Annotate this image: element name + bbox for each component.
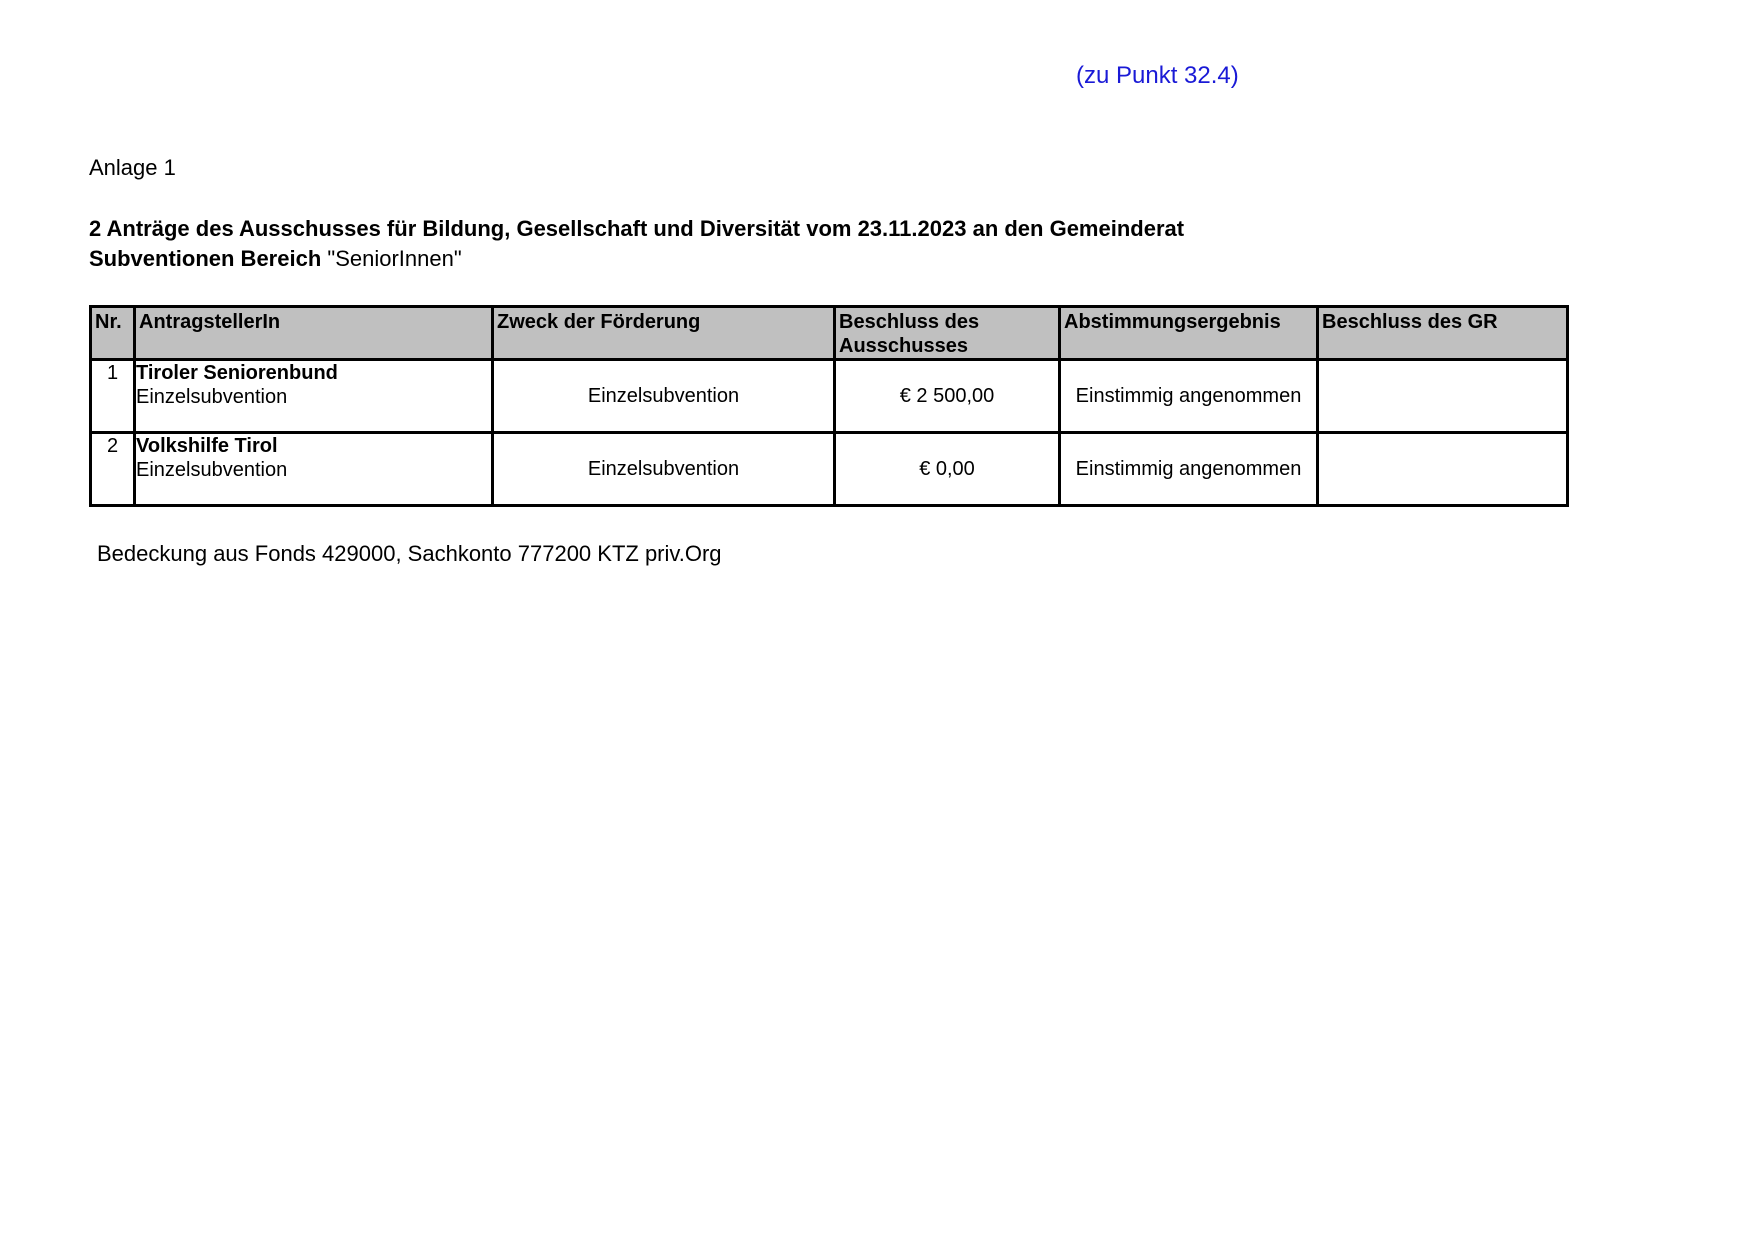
cell-committee-decision: € 2 500,00 [835,360,1060,433]
attachment-label: Anlage 1 [89,155,176,180]
subsidies-table [89,305,1569,507]
applicant-name: Volkshilfe Tirol [136,435,278,457]
cell-purpose: Einzelsubvention [493,433,835,506]
cell-vote-result: Einstimmig angenommen [1060,360,1318,433]
document-subtitle [89,245,462,273]
applicant-type: Einzelsubvention [136,459,288,481]
header-nr: Nr. [91,307,135,360]
header-council-decision: Beschluss des GR [1318,307,1568,360]
cell-applicant [135,360,493,433]
table-header-row [91,307,1568,360]
funding-note: Bedeckung aus Fonds 429000, Sachkonto 777200 KTZ priv.Org [97,541,722,566]
cell-purpose: Einzelsubvention [493,360,835,433]
table-row [91,433,1568,506]
header-committee-decision: Beschluss des Ausschusses [835,307,1060,360]
document-title: 2 Anträge des Ausschusses für Bildung, Gesellschaft und Diversität vom 23.11.2023 an den Gemeinderat [89,216,1185,241]
cell-council-decision [1318,433,1568,506]
cell-vote-result: Einstimmig angenommen [1060,433,1318,506]
cell-nr: 1 [91,360,135,433]
subtitle-category: "SeniorInnen" [327,246,462,271]
header-applicant: AntragstellerIn [135,307,493,360]
applicant-type: Einzelsubvention [136,386,288,408]
table-row [91,360,1568,433]
header-vote-result: Abstimmungsergebnis [1060,307,1318,360]
header-purpose: Zweck der Förderung [493,307,835,360]
applicant-name: Tiroler Seniorenbund [136,362,338,384]
cell-nr: 2 [91,433,135,506]
reference-note: (zu Punkt 32.4) [1076,62,1239,89]
cell-applicant [135,433,493,506]
subtitle-bold: Subventionen Bereich [89,246,322,271]
cell-council-decision [1318,360,1568,433]
cell-committee-decision: € 0,00 [835,433,1060,506]
